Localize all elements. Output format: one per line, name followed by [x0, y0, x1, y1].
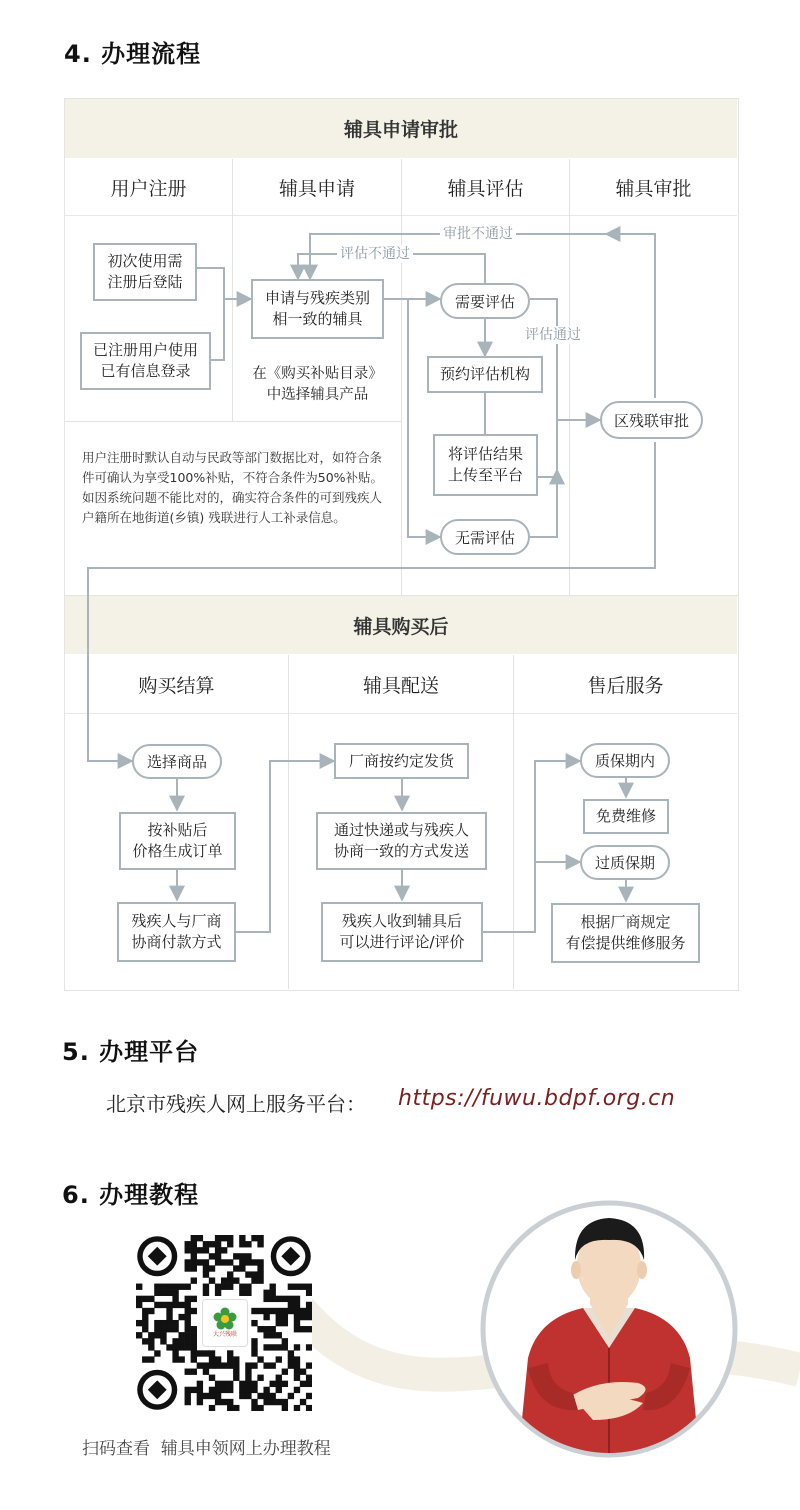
label-eval-rejected: 评估不通过	[337, 245, 413, 263]
section-4-title: 4. 办理流程	[64, 40, 202, 68]
node-ship: 厂商按约定发货	[334, 743, 469, 779]
node-no-eval: 无需评估	[440, 519, 530, 555]
flower-logo-icon	[213, 1307, 237, 1331]
qr-logo-text: 大兴残联	[212, 1331, 237, 1338]
col-aid-apply: 辅具申请	[233, 159, 401, 216]
grid-line	[232, 159, 233, 421]
node-need-eval: 需要评估	[440, 283, 530, 319]
node-district-approval: 区残联审批	[600, 401, 703, 439]
approval-title: 辅具申请审批	[65, 99, 737, 158]
node-warranty-out: 过质保期	[580, 845, 670, 880]
grid-line	[513, 655, 514, 989]
section-5-title: 5. 办理平台	[62, 1038, 200, 1066]
qr-code[interactable]	[136, 1235, 312, 1411]
node-upload-result: 将评估结果 上传至平台	[433, 434, 538, 496]
note-catalog: 在《购买补贴目录》 中选择辅具产品	[252, 366, 383, 403]
node-registered-login: 已注册用户使用 已有信息登录	[80, 332, 211, 390]
node-select-goods: 选择商品	[132, 744, 222, 779]
col-checkout: 购买结算	[65, 655, 288, 714]
col-delivery: 辅具配送	[289, 655, 513, 714]
section-6-title: 6. 办理教程	[62, 1181, 200, 1209]
node-receive-review: 残疾人收到辅具后 可以进行评论/评价	[321, 902, 483, 962]
grid-line	[569, 159, 570, 595]
col-user-register: 用户注册	[65, 159, 232, 216]
node-book-eval: 预约评估机构	[427, 356, 543, 393]
node-first-use: 初次使用需 注册后登陆	[93, 243, 197, 301]
platform-url-link[interactable]: https://fuwu.bdpf.org.cn	[398, 1086, 676, 1111]
node-payment-method: 残疾人与厂商 协商付款方式	[117, 902, 236, 962]
node-free-repair: 免费维修	[583, 799, 669, 834]
node-generate-order: 按补贴后 价格生成订单	[119, 812, 236, 870]
grid-line	[401, 159, 402, 595]
label-approval-rejected: 审批不通过	[440, 225, 516, 243]
after-title: 辅具购买后	[65, 596, 737, 654]
grid-line	[288, 655, 289, 989]
node-deliver: 通过快递或与残疾人 协商一致的方式发送	[316, 812, 487, 870]
col-after-sales: 售后服务	[514, 655, 737, 714]
node-apply-aid: 申请与残疾类别 相一致的辅具	[251, 279, 384, 339]
register-note: 用户注册时默认自动与民政等部门数据比对，如符合条件可确认为享受100%补贴，不符合条件为50%补贴。如因系统问题不能比对的，确实符合条件的可到残疾人户籍所在地街道(乡镇) 残联进行人工补录信息。	[82, 450, 384, 525]
col-aid-evaluate: 辅具评估	[402, 159, 569, 216]
qr-caption: 扫码查看 辅具申领网上办理教程	[82, 1439, 331, 1459]
sign-language-avatar	[478, 1198, 740, 1460]
node-warranty-in: 质保期内	[580, 743, 670, 778]
node-paid-repair: 根据厂商规定 有偿提供维修服务	[551, 903, 700, 963]
platform-label: 北京市残疾人网上服务平台：	[106, 1092, 366, 1116]
label-eval-passed: 评估通过	[522, 326, 584, 344]
col-aid-approve: 辅具审批	[570, 159, 737, 216]
qr-logo	[202, 1299, 248, 1347]
grid-line	[65, 421, 401, 422]
